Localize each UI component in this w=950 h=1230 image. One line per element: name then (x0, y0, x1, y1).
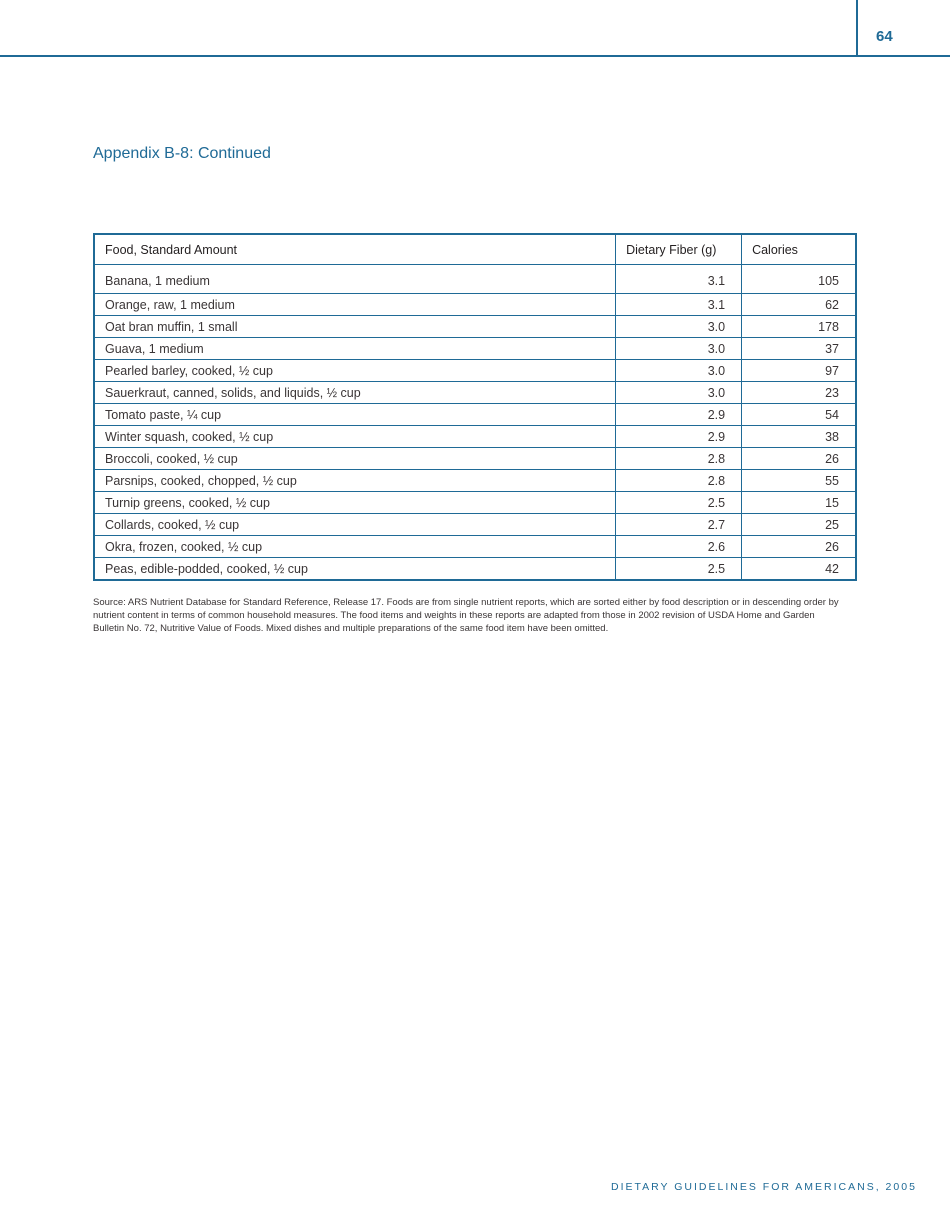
cell-fiber: 2.5 (616, 558, 742, 581)
cell-calories: 37 (742, 338, 856, 360)
cell-fiber: 2.6 (616, 536, 742, 558)
header-rule (0, 55, 950, 57)
cell-food: Peas, edible-podded, cooked, ½ cup (94, 558, 616, 581)
cell-fiber: 3.0 (616, 360, 742, 382)
table-row (94, 404, 856, 426)
cell-fiber: 2.8 (616, 448, 742, 470)
table-row (94, 360, 856, 382)
cell-fiber: 2.8 (616, 470, 742, 492)
table-row (94, 514, 856, 536)
cell-fiber: 2.9 (616, 404, 742, 426)
cell-food: Collards, cooked, ½ cup (94, 514, 616, 536)
cell-food: Parsnips, cooked, chopped, ½ cup (94, 470, 616, 492)
cell-food: Guava, 1 medium (94, 338, 616, 360)
cell-fiber: 3.1 (616, 294, 742, 316)
cell-food: Oat bran muffin, 1 small (94, 316, 616, 338)
cell-fiber: 3.0 (616, 382, 742, 404)
header-divider (856, 0, 858, 57)
table-row (94, 316, 856, 338)
table-row (94, 265, 856, 294)
cell-calories: 105 (742, 265, 856, 294)
column-header-fiber: Dietary Fiber (g) (616, 234, 742, 265)
cell-calories: 38 (742, 426, 856, 448)
fiber-table (93, 233, 857, 581)
cell-calories: 26 (742, 448, 856, 470)
cell-calories: 15 (742, 492, 856, 514)
cell-food: Pearled barley, cooked, ½ cup (94, 360, 616, 382)
cell-fiber: 3.0 (616, 316, 742, 338)
table-row (94, 448, 856, 470)
table-row (94, 426, 856, 448)
cell-calories: 54 (742, 404, 856, 426)
table-row (94, 470, 856, 492)
table-row (94, 338, 856, 360)
cell-food: Broccoli, cooked, ½ cup (94, 448, 616, 470)
column-header-calories: Calories (742, 234, 856, 265)
cell-food: Winter squash, cooked, ½ cup (94, 426, 616, 448)
footer-running-title: DIETARY GUIDELINES FOR AMERICANS, 2005 (611, 1181, 917, 1193)
table-row (94, 558, 856, 581)
cell-calories: 178 (742, 316, 856, 338)
cell-food: Orange, raw, 1 medium (94, 294, 616, 316)
source-note: Source: ARS Nutrient Database for Standard Reference, Release 17. Foods are from single nutrient reports, which are sorted either by food description or in descending order by nutrient content in terms of common household measures. The food items and weights in these reports are adapted from those in 2002 revision of USDA Home and Garden Bulletin No. 72, Nutritive Value of Foods. Mixed dishes and multiple preparations of the same food item have been omitted. (93, 597, 839, 634)
cell-fiber: 3.1 (616, 265, 742, 294)
table-row (94, 382, 856, 404)
cell-fiber: 2.9 (616, 426, 742, 448)
table-body (94, 265, 856, 581)
cell-fiber: 2.5 (616, 492, 742, 514)
column-header-food: Food, Standard Amount (94, 234, 616, 265)
cell-calories: 25 (742, 514, 856, 536)
cell-calories: 62 (742, 294, 856, 316)
cell-fiber: 2.7 (616, 514, 742, 536)
cell-calories: 42 (742, 558, 856, 581)
cell-calories: 97 (742, 360, 856, 382)
cell-food: Tomato paste, ¼ cup (94, 404, 616, 426)
cell-calories: 23 (742, 382, 856, 404)
table-row (94, 536, 856, 558)
table-row (94, 492, 856, 514)
cell-calories: 26 (742, 536, 856, 558)
page-number: 64 (876, 28, 893, 45)
cell-food: Sauerkraut, canned, solids, and liquids, ½ cup (94, 382, 616, 404)
page-title: Appendix B-8: Continued (93, 145, 271, 162)
cell-food: Turnip greens, cooked, ½ cup (94, 492, 616, 514)
cell-food: Okra, frozen, cooked, ½ cup (94, 536, 616, 558)
cell-food: Banana, 1 medium (94, 265, 616, 294)
table-header-row (94, 234, 856, 265)
table-row (94, 294, 856, 316)
cell-fiber: 3.0 (616, 338, 742, 360)
cell-calories: 55 (742, 470, 856, 492)
